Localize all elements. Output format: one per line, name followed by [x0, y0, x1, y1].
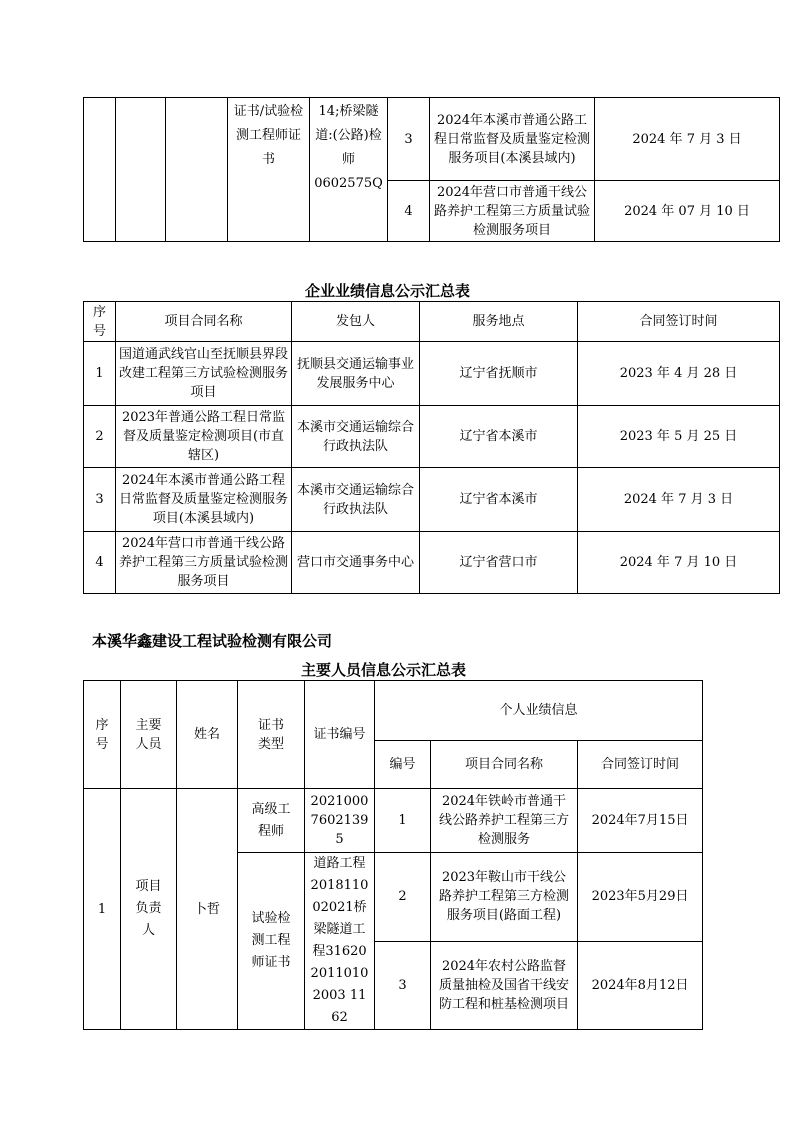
perf-no-cell: 4	[388, 181, 430, 242]
cert-type-cell: 试验检测工程师证书	[238, 853, 305, 1030]
row-client: 营口市交通事务中心	[292, 532, 420, 594]
row-project: 国道通武线官山至抚顺县界段改建工程第三方试验检测服务项目	[116, 342, 292, 406]
person-role: 项目负责人	[121, 789, 177, 1030]
row-date: 2024 年 7 月 3 日	[578, 468, 780, 532]
enterprise-table-title: 企业业绩信息公示汇总表	[305, 282, 471, 300]
header-no: 序号	[84, 681, 121, 789]
date-cell: 2024 年 7 月 3 日	[595, 98, 780, 181]
person-no: 1	[84, 789, 121, 1030]
project-cell: 2024年本溪市普通公路工程日常监督及质量鉴定检测服务项目(本溪县域内)	[430, 98, 595, 181]
date-cell: 2024 年 07 月 10 日	[595, 181, 780, 242]
date-cell: 2024年8月12日	[578, 941, 703, 1030]
row-project: 2024年本溪市普通公路工程日常监督及质量鉴定检测服务项目(本溪县域内)	[116, 468, 292, 532]
header-date: 合同签订时间	[578, 302, 780, 342]
perf-no-cell: 3	[388, 98, 430, 181]
header-cert-no: 证书编号	[305, 681, 375, 789]
header-project: 项目合同名称	[116, 302, 292, 342]
row-client: 本溪市交通运输综合行政执法队	[292, 468, 420, 532]
enterprise-performance-table	[83, 301, 780, 594]
row-location: 辽宁省本溪市	[420, 468, 578, 532]
row-no: 3	[84, 468, 116, 532]
company-name: 本溪华鑫建设工程试验检测有限公司	[92, 632, 333, 650]
header-client: 发包人	[292, 302, 420, 342]
header-perf-no: 编号	[375, 741, 431, 789]
cert-number-cell: 14;桥梁隧道:(公路)检师0602575Q	[310, 98, 388, 242]
header-project: 项目合同名称	[431, 741, 578, 789]
table-row	[84, 789, 703, 853]
header-role: 主要人员	[121, 681, 177, 789]
header-name: 姓名	[177, 681, 238, 789]
project-cell: 2024年营口市普通干线公路养护工程第三方质量试验检测服务项目	[430, 181, 595, 242]
perf-no-cell: 1	[375, 789, 431, 853]
empty-cell	[84, 98, 116, 242]
row-location: 辽宁省抚顺市	[420, 342, 578, 406]
project-cell: 2024年铁岭市普通干线公路养护工程第三方检测服务	[431, 789, 578, 853]
row-date: 2023 年 5 月 25 日	[578, 406, 780, 468]
row-project: 2023年普通公路工程日常监督及质量鉴定检测项目(市直辖区)	[116, 406, 292, 468]
person-name: 卜哲	[177, 789, 238, 1030]
row-project: 2024年营口市普通干线公路养护工程第三方质量试验检测服务项目	[116, 532, 292, 594]
cert-type-cell: 证书/试验检测工程师证书	[228, 98, 310, 242]
perf-no-cell: 3	[375, 941, 431, 1030]
project-cell: 2024年农村公路监督质量抽检及国省干线安防工程和桩基检测项目	[431, 941, 578, 1030]
row-date: 2024 年 7 月 10 日	[578, 532, 780, 594]
cert-number-cell: 道路工程201811002021桥梁隧道工程3162020110102003 1162	[305, 853, 375, 1030]
date-cell: 2023年5月29日	[578, 853, 703, 942]
empty-cell	[116, 98, 166, 242]
date-cell: 2024年7月15日	[578, 789, 703, 853]
row-no: 1	[84, 342, 116, 406]
table-row	[84, 532, 780, 594]
row-no: 2	[84, 406, 116, 468]
table-row	[84, 342, 780, 406]
row-client: 抚顺县交通运输事业发展服务中心	[292, 342, 420, 406]
header-no: 序号	[84, 302, 116, 342]
project-cell: 2023年鞍山市干线公路养护工程第三方检测服务项目(路面工程)	[431, 853, 578, 942]
header-date: 合同签订时间	[578, 741, 703, 789]
row-date: 2023 年 4 月 28 日	[578, 342, 780, 406]
row-no: 4	[84, 532, 116, 594]
personnel-table	[83, 680, 703, 1030]
row-location: 辽宁省营口市	[420, 532, 578, 594]
perf-no-cell: 2	[375, 853, 431, 942]
personnel-table-title: 主要人员信息公示汇总表	[301, 661, 467, 679]
cert-number-cell: 202100076021395	[305, 789, 375, 853]
header-cert-type: 证书类型	[238, 681, 305, 789]
row-client: 本溪市交通运输综合行政执法队	[292, 406, 420, 468]
header-location: 服务地点	[420, 302, 578, 342]
continued-personnel-table	[83, 97, 780, 242]
cert-type-cell: 高级工程师	[238, 789, 305, 853]
table-row	[84, 468, 780, 532]
header-perf: 个人业绩信息	[375, 681, 703, 741]
empty-cell	[166, 98, 228, 242]
row-location: 辽宁省本溪市	[420, 406, 578, 468]
table-row	[84, 406, 780, 468]
